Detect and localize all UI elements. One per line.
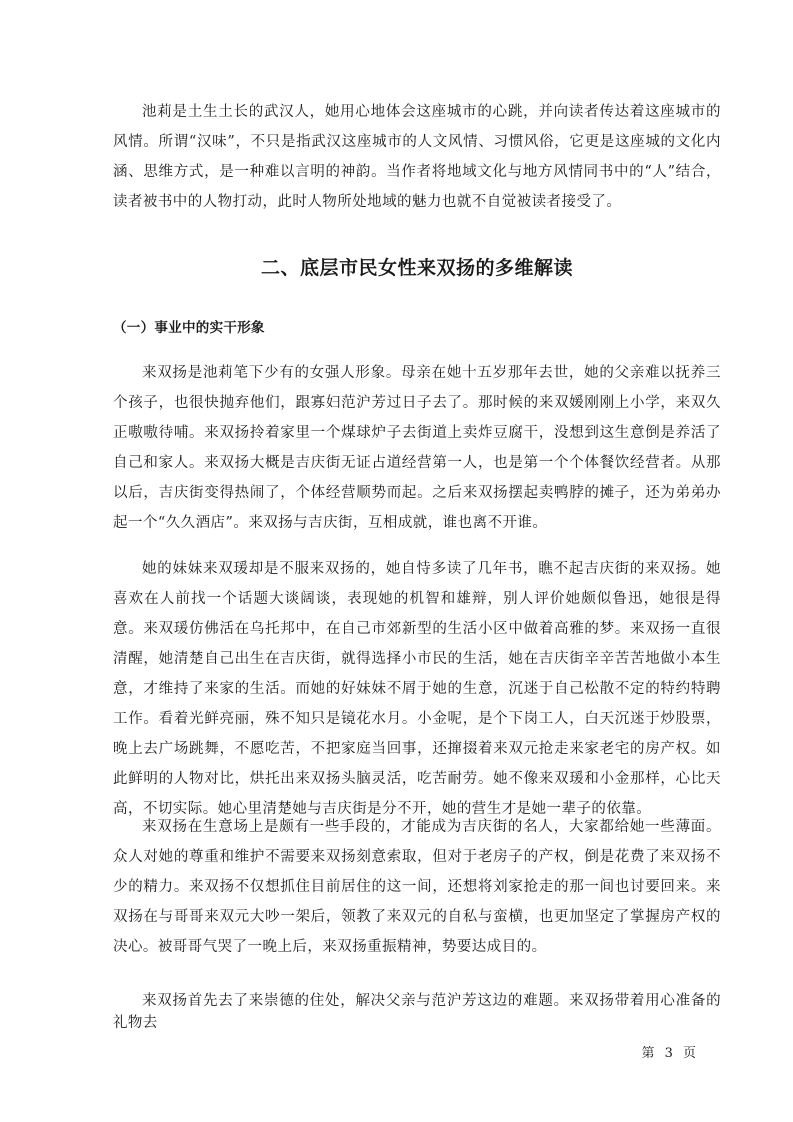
intro-paragraph: 池莉是土生土长的武汉人，她用心地体会这座城市的心跳，并向读者传达着这座城市的风情。所谓“汉味”，不只是指武汉这座城市的人文风情、习惯风俗，它更是这座城的文化内涵、思维方式，是一种难以言明的神韵。当作者将地域文化与地方风情同书中的“人”结合，读者被书中的人物打动，此时人物所处地域的魅力也就不自觉被读者接受了。 (113, 104, 721, 210)
subsection-heading: （一）事业中的实干形象 (113, 320, 265, 336)
page-number: 第 3 页 (641, 1046, 699, 1061)
body-paragraph-property: 来双扬在生意场上是颇有一些手段的，才能成为吉庆街的名人，大家都给她一些薄面。众人对她的尊重和维护不需要来双扬刻意索取，但对于老房子的产权，倒是花费了来双扬不少的精力。来双扬不仅想抓住目前居住的这一间，还想将刘家抢走的那一间也讨要回来。来双扬在与哥哥来双元大吵一架后，领教了来双元的自私与蛮横，也更加坚定了掌握房产权的决心。被哥哥气哭了一晚上后，来双扬重振精神，势要达成目的。 (113, 819, 721, 955)
section-heading: 二、底层市民女性来双扬的多维解读 (260, 257, 573, 279)
body-paragraph-career: 来双扬是池莉笔下少有的女强人形象。母亲在她十五岁那年去世，她的父亲难以抚养三个孩子，也很快抛弃他们，跟寡妇范沪芳过日子去了。那时候的来双媛刚刚上小学，来双久正嗷嗷待哺。来双扬拎着家里一个煤球炉子去街道上卖炸豆腐干，没想到这生意倒是养活了自己和家人。来双扬大概是吉庆街无证占道经营第一人，也是第一个个体餐饮经营者。从那以后，吉庆街变得热闹了，个体经营顺势而起。之后来双扬摆起卖鸭脖的摊子，还为弟弟办起一个“久久酒店”。来双扬与吉庆街，互相成就，谁也离不开谁。 (113, 365, 721, 531)
body-paragraph-sister-contrast: 她的妹妹来双瑗却是不服来双扬的，她自恃多读了几年书，瞧不起吉庆街的来双扬。她喜欢在人前找一个话题大谈阔谈，表现她的机智和雄辩，别人评价她颇似鲁迅，她很是得意。来双瑗仿佛活在乌托邦中，在自己市郊新型的生活小区中做着高雅的梦。来双扬一直很清醒，她清楚自己出生在吉庆街，就得选择小市民的生活，她在吉庆街辛辛苦苦地做小本生意，才维持了来家的生活。而她的好妹妹不屑于她的生意，沉迷于自己松散不定的特约特聘工作。看着光鲜亮丽，殊不知只是镜花水月。小金呢，是个下岗工人，白天沉迷于炒股票，晚上去广场跳舞，不愿吃苦，不把家庭当回事，还撺掇着来双元抢走来家老宅的房产权。如此鲜明的人物对比，烘托出来双扬头脑灵活，吃苦耐劳。她不像来双瑗和小金那样，心比天高，不切实际。她心里清楚她与吉庆街是分不开，她的营生才是她一辈子的依靠。 (113, 561, 721, 817)
body-paragraph-continued: 来双扬首先去了来崇德的住处，解决父亲与范沪芳这边的难题。来双扬带着用心准备的礼物去 (113, 993, 721, 1031)
